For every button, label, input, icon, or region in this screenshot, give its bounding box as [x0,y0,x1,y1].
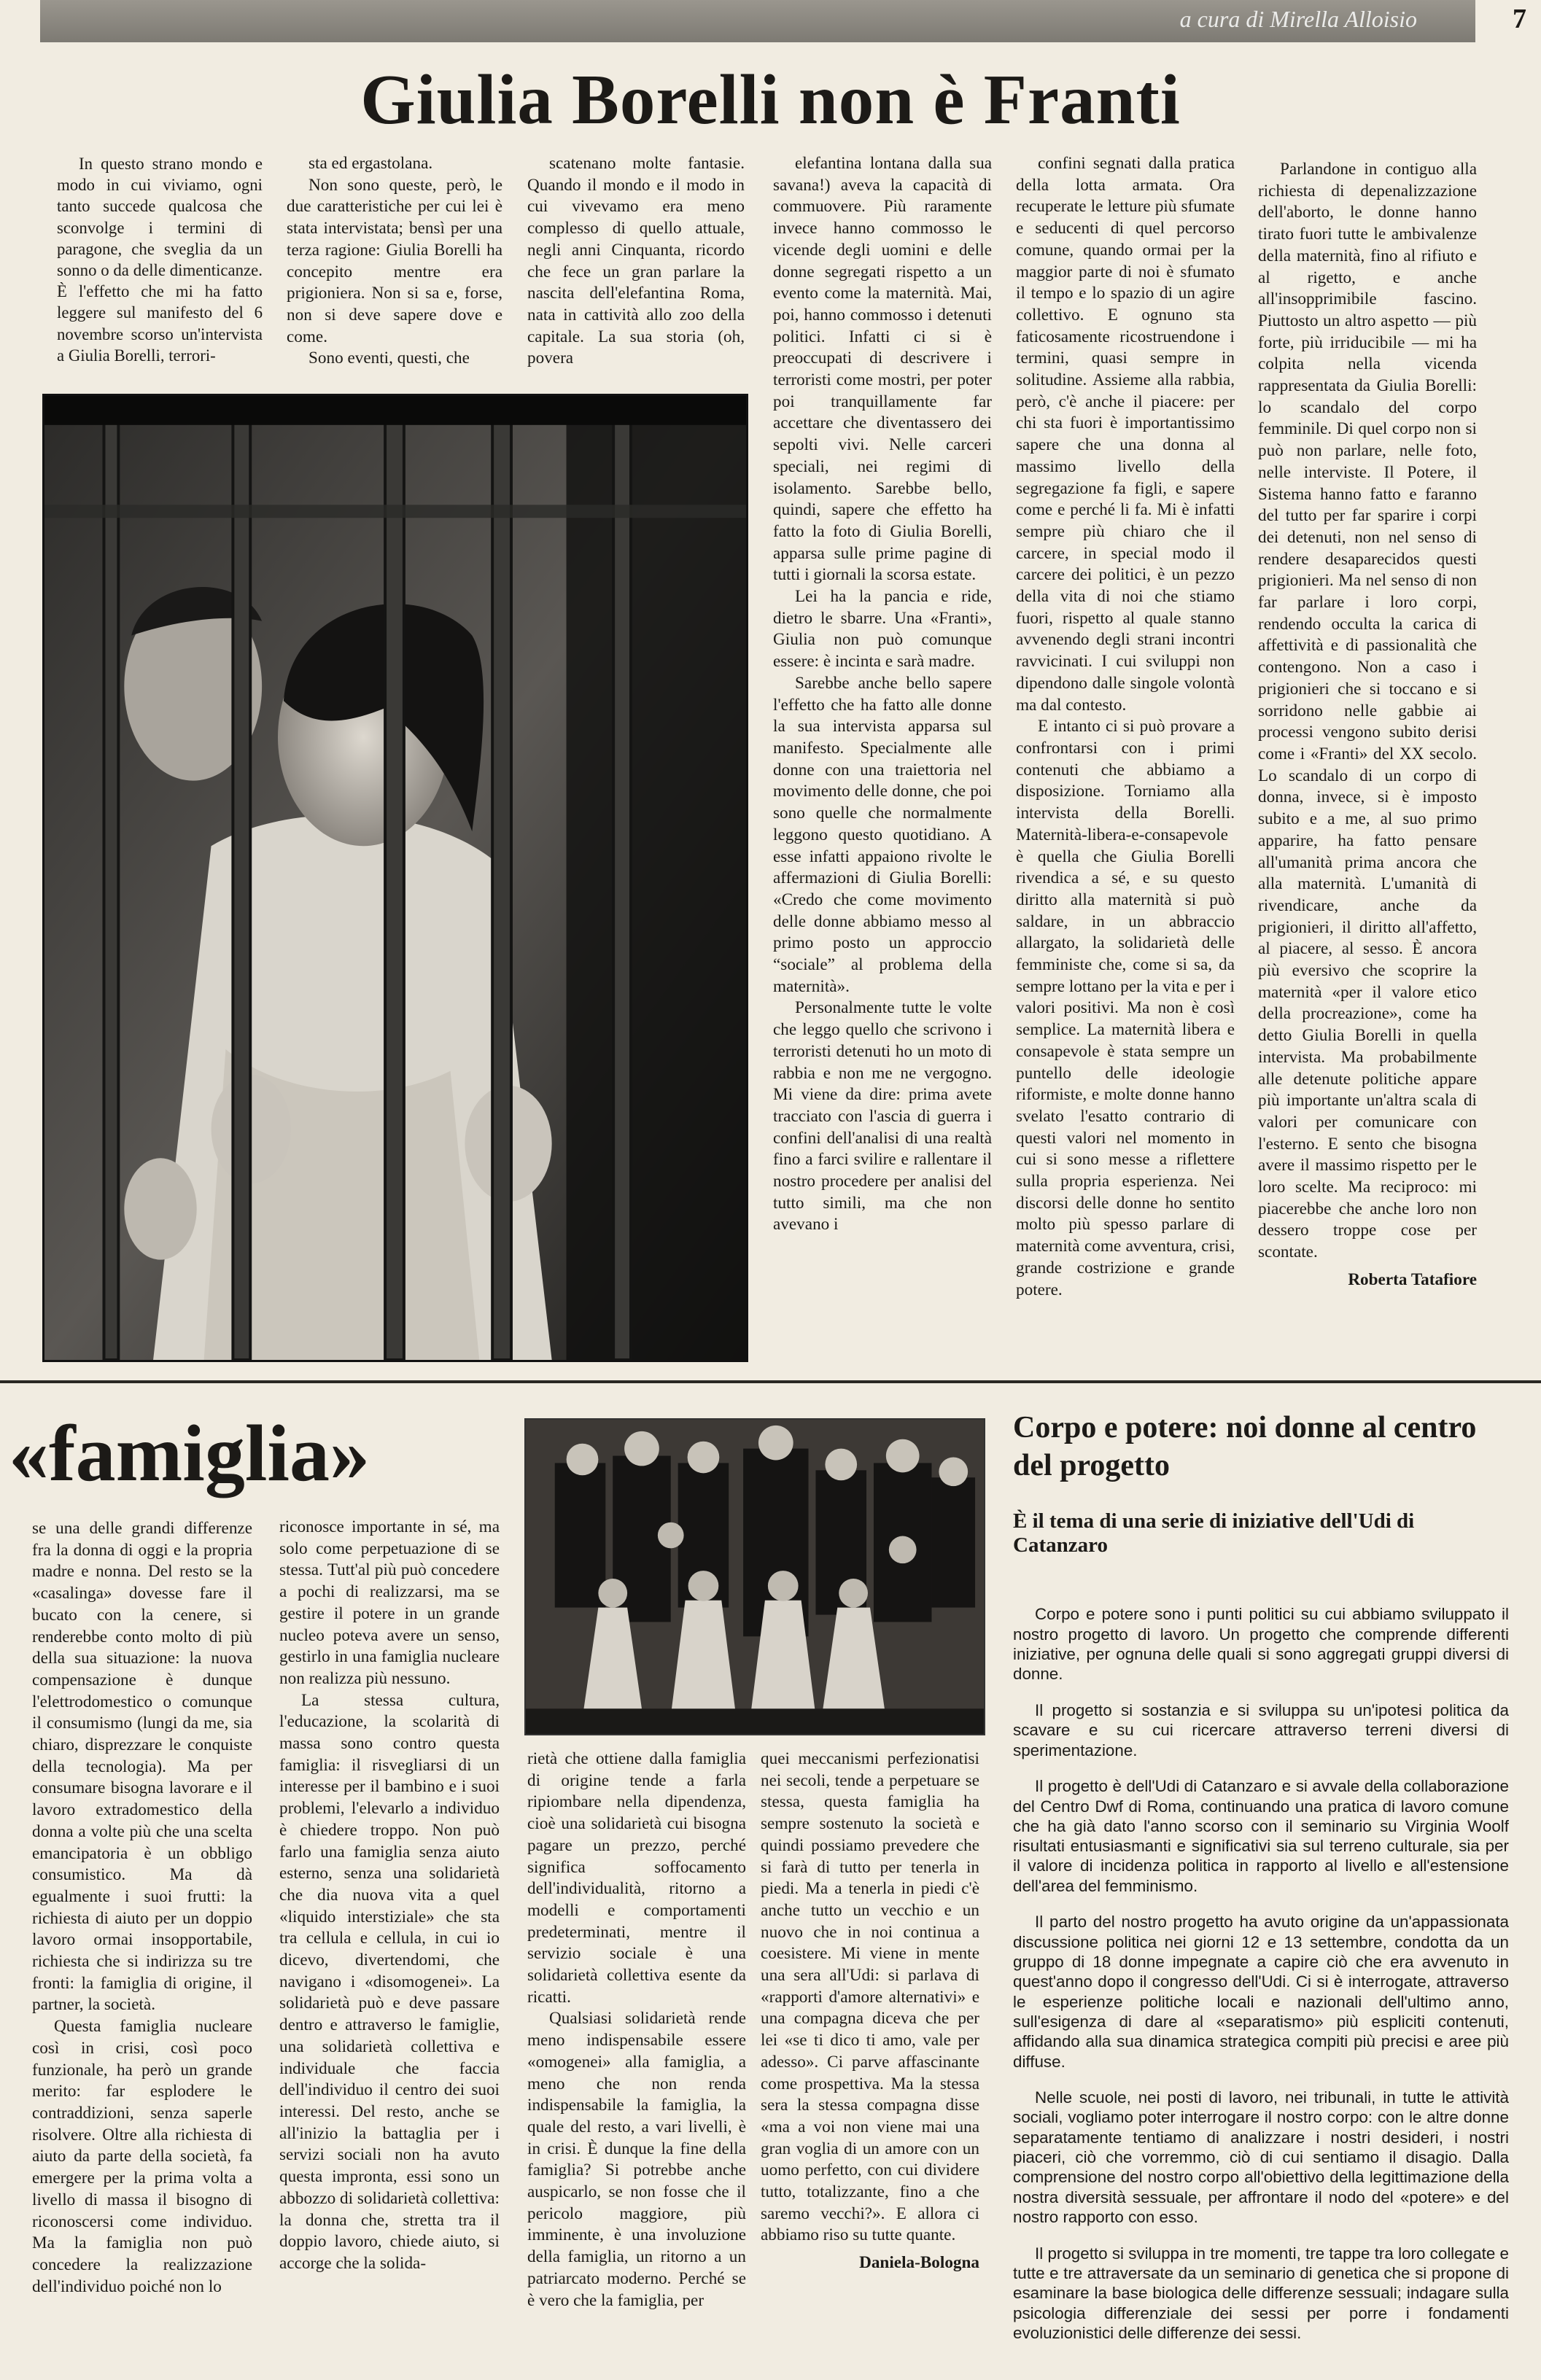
paragraph: Personalmente tutte le volte che leggo quello che scrivono i terroristi detenuti ho un moto di rabbia e non me ne vergogno. Mi viene da dire: prima avete tracciato con l'ascia di guerra i confini dell'analisi di una realtà fino a farci svilire e rallentare il nostro procedere per analisi del tutto simili, ma che non avevano i [773,998,992,1234]
family-photo-graphic [526,1420,984,1734]
paragraph: se una delle grandi differenze fra la donna di oggi e la propria madre e nonna. Del resto se la «casalinga» dovesse fare il bucato con la cenere, si renderebbe conto molto di più della sua situazione: la nuova compensazione è dunque l'elettrodomestico o comunque il consumismo (lungi da me, sia chiaro, disprezzare le conquiste della tecnologia). Ma per consumare bisogna lavorare e il lavoro extradomestico della donna a volte più che una scelta emancipatoria è un obbligo consumistico. Ma dà egualmente i suoi frutti: la richiesta di aiuto per un doppio lavoro ormai insopportabile, richiesta che si indirizza su tre fronti: la famiglia di origine, il partner, la società. [32,1519,252,2015]
paragraph: Il parto del nostro progetto ha avuto origine da un'appassionata discussione politica nei giorni 12 e 13 settembre, condotta da un gruppo di 18 donne impegnate a capire ciò che era avvenuto in quest'anno dopo il congresso dell'Udi. Ci si è interrogate, attraverso le esperienze politiche locali e nazionali dell'ultimo anno, sull'esigenza di dare al «separatismo» più espliciti contenuti, affidando alla sua dinamica strategica compiti più precisi e aree più diffuse. [1013,1913,1509,2071]
paragraph: Lei ha la pancia e ride, dietro le sbarre. Una «Franti», Giulia non può comunque essere: è incinta e sarà madre. [773,587,992,672]
prison-photo [42,394,748,1362]
paragraph: rietà che ottiene dalla famiglia di origine tende a farla ripiombare nella dipendenza, cioè una solidarietà cui bisogna pagare un prezzo, perché significa soffocamento dell'individualità, ritorno a modelli e comportamenti predeterminati, mentre il servizio sociale è una solidarietà collettiva esente da ricatti. [527,1749,746,2007]
paragraph: Qualsiasi solidarietà rende meno indispensabile essere «omogenei» alla famiglia, a meno che non renda indispensabile la famiglia, la quale del resto, a vari livelli, è in crisi. È dunque la fine della famiglia? Si potrebbe anche auspicarlo, se non fosse che il pericolo maggiore, più imminente, è una involuzione della famiglia, un ritorno a un patriarcato moderno. Perché se è vero che la famiglia, per [527,2009,746,2310]
famiglia-column-4 [761,1749,979,2274]
paragraph: quei meccanismi perfezionatisi nei secoli, tende a perpetuare se stessa, questa famiglia ha sempre sostenuto la società e quindi possiamo prevedere che si farà di tutto per tenerla in piedi. Ma a tenerla in piedi c'è anche tutto un vecchio e un nuovo che in noi continua a coesistere. Mi viene in mente una sera all'Udi: si parlava di «rapporti d'amore alternativi» e una compagna diceva che per lei «se ti dico ti amo, vale per adesso». Ci parve affascinante come prospettiva. Ma la stessa sera la stessa compagna disse «ma a voi non viene mai una gran voglia di un amore con un uomo perfetto, con cui dividere tutto, totalizzante, fino a che saremo vecchi?». E allora ci abbiamo riso su tutte quante. [761,1749,979,2245]
paragraph: Non sono queste, però, le due caratteristiche per cui lei è stata intervistata; bensì per una terza ragione: Giulia Borelli ha concepito mentre era prigioniera. Non si sa e, forse, non si deve sapere dove e come. [287,175,502,346]
paragraph: Questa famiglia nucleare così in crisi, così poco funzionale, ha però un grande merito: far esplodere le contraddizioni, senza saperle risolvere. Oltre alla richiesta di aiuto da parte della società, fa emergere per la prima volta a livello di massa il bisogno di riconoscersi come individuo. Ma la famiglia non può concedere la realizzazione dell'individuo poiché non lo [32,2017,252,2296]
famiglia-headline: «famiglia» [9,1409,370,1498]
paragraph: sta ed ergastolana. [308,154,433,173]
article-column-5 [1016,153,1235,1301]
section-divider [0,1380,1541,1383]
article-column-1 [57,153,263,366]
prison-photo-graphic [44,396,746,1360]
paragraph: In questo strano mondo e modo in cui viviamo, ogni tanto succede qualcosa che sconvolge i termini di paragone, che sveglia da un sonno o da delle dimenticanze. È l'effetto che mi ha fatto leggere sul manifesto del 6 novembre scorso un'intervista a Giulia Borelli, terrori- [57,155,263,365]
paragraph: Corpo e potere sono i punti politici su cui abbiamo sviluppato il nostro progetto di lavoro. Un progetto che comprende differenti iniziative, per ognuna delle quali si sono aggregati gruppi diversi di donne. [1013,1605,1509,1684]
header-credit: a cura di Mirella Alloisio [1179,6,1417,32]
article-column-6 [1258,159,1477,1291]
udi-body [1013,1588,1509,2360]
paragraph: E intanto ci si può provare a confrontarsi con i primi contenuti che abbiamo a disposizione. Torniamo alla intervista della Borelli. Maternità-libera-e-consapevole è quella che Giulia Borelli rivendica a sé, e su questo diritto alla maternità si può saldare, in un abbraccio allargato, la solidarietà delle femministe che, come si sa, da sempre lottano per la vita e per i valori positivi. Ma non è così semplice. La maternità libera e consapevole è stata sempre un puntello delle ideologie riformiste, e molte donne hanno svelato l'esatto contrario di questi valori nel momento in cui si sono messe a riflettere sulla propria esperienza. Nei discorsi delle donne ho sentito molto più spesso parlare di maternità come avventura, crisi, grande costrizione e grande potere. [1016,717,1235,1299]
byline: Daniela-Bologna [859,2253,979,2273]
paragraph: Parlandone in contiguo alla richiesta di depenalizzazione dell'aborto, le donne hanno tirato fuori tutte le ambivalenze della maternità, fino al rifiuto e al rigetto, e anche all'insopprimibile fascino. Piuttosto un altro aspetto — più forte, più irriducibile — mi ha colpita nella vicenda rappresentata da Giulia Borelli: lo scandalo del corpo femminile. Di quel corpo non si può non parlare, nelle foto, nelle interviste. Il Potere, il Sistema hanno fatto e faranno del tutto per far sparire i corpi dei detenuti, non nel senso di rendere desaparecidos questi prigionieri. Ma nel senso di non far parlare i loro corpi, rendendo occulta la carica di affettività e di passionalità che contengono. Non a caso i prigionieri che si toccano e si sorridono nelle gabbie ai processi vengono subito derisi come i «Franti» del XX secolo. Lo scandalo di un corpo di donna, invece, si è imposto subito e a me, al suo primo apparire, ha fatto pensare all'umanità prima ancora che alla maternità. L'umanità di rivendicare, anche da prigionieri, il diritto all'affetto, al piacere, al sesso. È ancora più eversivo che scoprire la maternità «per il valore etico della procreazione», come ha detto Giulia Borelli in quella intervista. Ma probabilmente alle detenute politiche appare più importante un'altra scala di valori per comunicare con l'esterno. E sento che bisogna avere il massimo rispetto per le loro scelte. Ma reciproco: mi piacerebbe che anche loro non dessero troppe cose per scontate. [1258,160,1477,1262]
paragraph: riconosce importante in sé, ma solo come perpetuazione di se stessa. Tutt'al più può concedere a pochi di realizzarsi, ma se gestire il potere in un grande nucleo poteva avere un senso, gestirlo in una famiglia nucleare non realizza più nessuno. [279,1517,500,1688]
udi-headline: Corpo e potere: noi donne al centro del progetto [1013,1411,1477,1482]
udi-subheadline: È il tema di una serie di iniziative dell'Udi di Catanzaro [1013,1509,1415,1557]
byline: Roberta Tatafiore [1348,1269,1477,1289]
famiglia-column-3 [527,1749,746,2311]
family-photo [524,1418,985,1735]
paragraph: Il progetto si sviluppa in tre momenti, tre tappe tra loro collegate e tutte e tre attraversate da un seminario di genetica che si propone di esaminare la base biologica delle differenze sessuali; indagare sulla psicologia differenziale dei sessi per porre i fondamenti evoluzionistici delle differenze dei sessi. [1013,2244,1509,2342]
paragraph: scatenano molte fantasie. Quando il mondo e il modo in cui vivevamo era meno complesso di quello attuale, negli anni Cinquanta, ricordo che fece un gran parlare la nascita dell'elefantina Roma, nata in cattività allo zoo della capitale. La sua storia (oh, povera [527,154,745,368]
paragraph: Sarebbe anche bello sapere l'effetto che ha fatto alle donne la sua intervista apparsa sul manifesto. Specialmente alle donne con una traiettoria nel movimento delle donne, che poi sono quelle che normalmente leggono questo quotidiano. A esse infatti appaiono rivolte le affermazioni di Giulia Borelli: «Credo che come movimento delle donne abbiamo messo al primo posto un approccio “sociale” al problema della maternità». [773,673,992,996]
page-number: 7 [1513,4,1526,34]
article-column-4 [773,153,992,1236]
paragraph: La stessa cultura, l'educazione, la scolarità di massa sono contro questa famiglia: il risvegliarsi di un interesse per il bambino e i suoi problemi, l'elevarlo a individuo è chiedere troppo. Non può farlo una famiglia senza aiuto esterno, senza una solidarietà che dia nuova vita a quel «liquido interstiziale» che sta tra cellula e cellula, in cui io dicevo, divertendomi, che navigano i «disomogenei». La solidarietà può e deve passare dentro e attraverso le famiglie, una solidarietà collettiva e individuale che faccia dell'individuo il centro dei suoi interessi. Del resto, anche se all'inizio la battaglia per i servizi sociali non ha avuto questa impronta, essi sono un abbozzo di solidarietà collettiva: la donna che, stretta tra il doppio lavoro, chiede aiuto, si accorge che la solida- [279,1690,500,2273]
paragraph: Sono eventi, questi, che [308,349,470,368]
paragraph: elefantina lontana dalla sua savana!) aveva la capacità di commuovere. Più raramente invece hanno commosso le vicende degli uomini e delle donne segregati rispetto a un evento come la maternità. Mai, poi, hanno commosso i detenuti politici. Infatti ci si è preoccupati di descrivere i terroristi come mostri, per poter poi tranquillamente far accettare che diventassero dei sepolti vivi. Nelle carceri speciali, nei regimi di isolamento. Sarebbe bello, quindi, sapere che effetto ha fatto la foto di Giulia Borelli, apparsa sulle prime pagine di tutti i giornali la scorsa estate. [773,154,992,585]
paragraph: Il progetto si sostanzia e si sviluppa su un'ipotesi politica da scavare e su cui ricercare attraverso terreni diversi di sperimentazione. [1013,1700,1509,1759]
article-column-3 [527,153,745,370]
famiglia-column-2 [279,1517,500,2275]
article-headline: Giulia Borelli non è Franti [360,61,1181,139]
article-column-2 [287,153,502,370]
paragraph: Nelle scuole, nei posti di lavoro, nei tribunali, in tutte le attività sociali, vogliamo poter interrogare il nostro corpo: con le altre donne separatamente tentiamo di analizzare i nostri desideri, i nostri piaceri, ciò che vorremmo, ciò di cui sentiamo il disagio. Dalla comprensione del nostro corpo all'obiettivo della legittimazione della nostra diversità sessuale, per affrontare il nodo del «potere» e del nostro rapporto con esso. [1013,2088,1509,2226]
famiglia-column-1 [32,1518,252,2298]
paragraph: confini segnati dalla pratica della lotta armata. Ora recuperate le letture più sfumate e seducenti di quel percorso comune, quando ormai per la maggior parte di noi è sfumato il tempo e lo spazio di un agire collettivo. E ognuno sta faticosamente ricostruendone i termini, quasi sempre in solitudine. Assieme alla rabbia, però, c'è anche il piacere: per chi sta fuori è importantissimo sapere che una donna al massimo livello della segregazione fa figli, e sapere come e perché li fa. Mi è infatti sempre più chiaro che il carcere, in special modo il carcere dei politici, è un pezzo della vita di noi che stiamo fuori, rispetto al quale stanno avvenendo degli strani incontri ravvicinati. I cui sviluppi non dipendono dalle singole volontà ma dal contesto. [1016,154,1235,715]
paragraph: Il progetto è dell'Udi di Catanzaro e si avvale della collaborazione del Centro Dwf di Roma, continuando una pratica di lavoro comune che ha già dato l'anno scorso con il seminario su Virginia Woolf risultati entusiasmanti e significativi sia sul terreno culturale, sia per il valore di incidenza politica in rapporto al livello e all'estensione dell'area del femminismo. [1013,1777,1509,1895]
